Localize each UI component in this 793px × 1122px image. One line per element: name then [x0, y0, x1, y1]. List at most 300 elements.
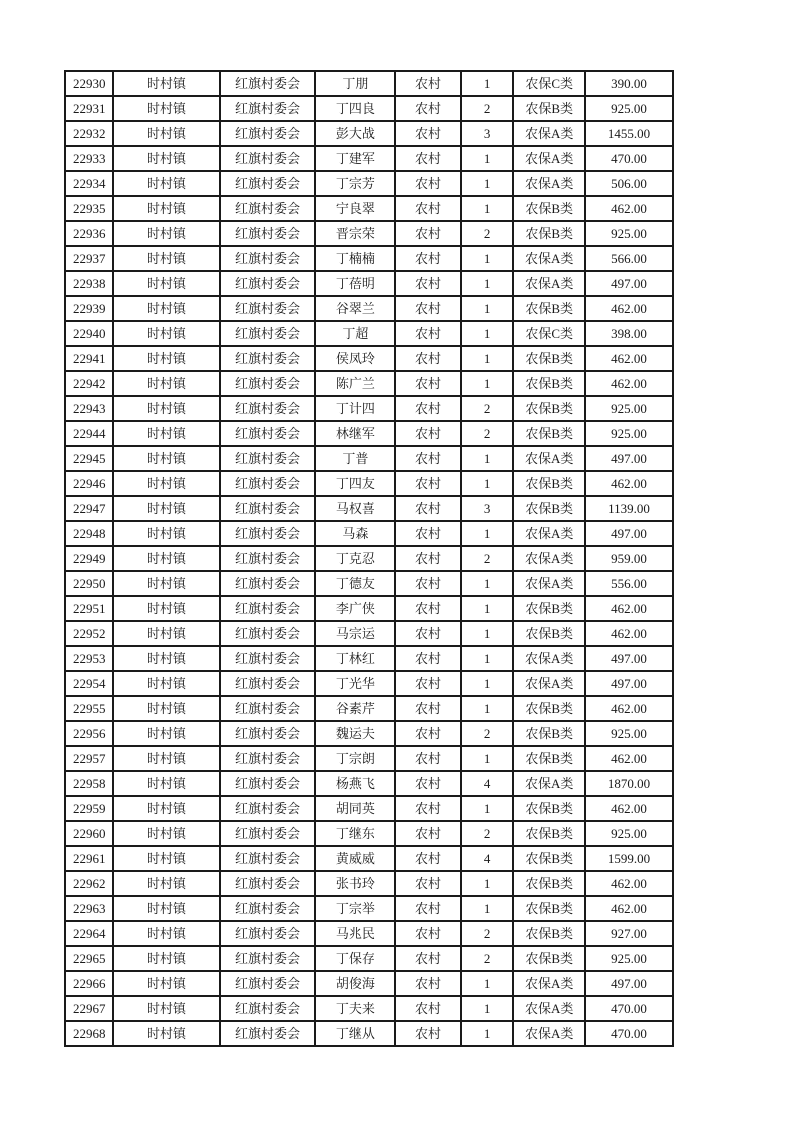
cell-person-count: 1 [461, 896, 514, 921]
cell-insurance-category: 农保A类 [513, 446, 585, 471]
cell-person-name: 林继军 [315, 421, 395, 446]
cell-town: 时村镇 [113, 321, 219, 346]
cell-person-count: 3 [461, 121, 514, 146]
cell-person-name: 陈广兰 [315, 371, 395, 396]
cell-record-id: 22963 [65, 896, 113, 921]
cell-amount: 497.00 [585, 446, 673, 471]
cell-residence-type: 农村 [395, 396, 461, 421]
cell-residence-type: 农村 [395, 696, 461, 721]
cell-town: 时村镇 [113, 721, 219, 746]
cell-person-name: 丁林红 [315, 646, 395, 671]
cell-village-committee: 红旗村委会 [220, 96, 316, 121]
cell-residence-type: 农村 [395, 196, 461, 221]
cell-residence-type: 农村 [395, 821, 461, 846]
table-row [65, 671, 673, 696]
cell-town: 时村镇 [113, 296, 219, 321]
cell-insurance-category: 农保B类 [513, 196, 585, 221]
table-row [65, 521, 673, 546]
cell-amount: 470.00 [585, 996, 673, 1021]
table-row [65, 871, 673, 896]
table-row [65, 796, 673, 821]
cell-residence-type: 农村 [395, 421, 461, 446]
cell-amount: 1455.00 [585, 121, 673, 146]
cell-person-name: 丁朋 [315, 71, 395, 96]
table-row [65, 1021, 673, 1046]
cell-residence-type: 农村 [395, 721, 461, 746]
cell-amount: 497.00 [585, 646, 673, 671]
cell-person-count: 2 [461, 421, 514, 446]
cell-amount: 497.00 [585, 671, 673, 696]
cell-amount: 925.00 [585, 821, 673, 846]
cell-amount: 925.00 [585, 946, 673, 971]
cell-village-committee: 红旗村委会 [220, 621, 316, 646]
cell-person-count: 2 [461, 546, 514, 571]
cell-record-id: 22956 [65, 721, 113, 746]
cell-person-name: 丁保存 [315, 946, 395, 971]
cell-record-id: 22967 [65, 996, 113, 1021]
cell-insurance-category: 农保A类 [513, 646, 585, 671]
cell-residence-type: 农村 [395, 346, 461, 371]
cell-person-count: 1 [461, 671, 514, 696]
cell-person-name: 丁夫来 [315, 996, 395, 1021]
cell-amount: 1870.00 [585, 771, 673, 796]
cell-residence-type: 农村 [395, 296, 461, 321]
cell-record-id: 22938 [65, 271, 113, 296]
cell-residence-type: 农村 [395, 896, 461, 921]
cell-record-id: 22944 [65, 421, 113, 446]
table-row [65, 221, 673, 246]
cell-person-count: 1 [461, 196, 514, 221]
table-row [65, 321, 673, 346]
cell-amount: 462.00 [585, 621, 673, 646]
cell-person-name: 马兆民 [315, 921, 395, 946]
cell-village-committee: 红旗村委会 [220, 246, 316, 271]
table-row [65, 721, 673, 746]
table-row [65, 896, 673, 921]
cell-village-committee: 红旗村委会 [220, 571, 316, 596]
cell-village-committee: 红旗村委会 [220, 846, 316, 871]
table-row [65, 696, 673, 721]
cell-record-id: 22941 [65, 346, 113, 371]
cell-person-count: 1 [461, 796, 514, 821]
cell-amount: 497.00 [585, 971, 673, 996]
table-row [65, 546, 673, 571]
cell-person-count: 1 [461, 271, 514, 296]
cell-town: 时村镇 [113, 571, 219, 596]
cell-town: 时村镇 [113, 996, 219, 1021]
cell-insurance-category: 农保A类 [513, 771, 585, 796]
cell-residence-type: 农村 [395, 646, 461, 671]
cell-town: 时村镇 [113, 121, 219, 146]
cell-person-name: 丁计四 [315, 396, 395, 421]
cell-person-count: 1 [461, 521, 514, 546]
cell-town: 时村镇 [113, 946, 219, 971]
cell-person-count: 1 [461, 146, 514, 171]
cell-town: 时村镇 [113, 921, 219, 946]
cell-person-count: 1 [461, 621, 514, 646]
cell-amount: 390.00 [585, 71, 673, 96]
cell-insurance-category: 农保B类 [513, 96, 585, 121]
cell-residence-type: 农村 [395, 546, 461, 571]
cell-town: 时村镇 [113, 1021, 219, 1046]
cell-amount: 1139.00 [585, 496, 673, 521]
cell-town: 时村镇 [113, 546, 219, 571]
cell-village-committee: 红旗村委会 [220, 321, 316, 346]
cell-insurance-category: 农保A类 [513, 246, 585, 271]
cell-town: 时村镇 [113, 421, 219, 446]
cell-insurance-category: 农保A类 [513, 571, 585, 596]
cell-record-id: 22933 [65, 146, 113, 171]
cell-town: 时村镇 [113, 221, 219, 246]
cell-record-id: 22934 [65, 171, 113, 196]
cell-amount: 925.00 [585, 96, 673, 121]
cell-record-id: 22943 [65, 396, 113, 421]
cell-residence-type: 农村 [395, 96, 461, 121]
cell-town: 时村镇 [113, 796, 219, 821]
cell-insurance-category: 农保B类 [513, 346, 585, 371]
cell-record-id: 22935 [65, 196, 113, 221]
cell-residence-type: 农村 [395, 121, 461, 146]
table-row [65, 846, 673, 871]
cell-insurance-category: 农保C类 [513, 71, 585, 96]
cell-person-count: 1 [461, 646, 514, 671]
cell-town: 时村镇 [113, 521, 219, 546]
cell-village-committee: 红旗村委会 [220, 396, 316, 421]
cell-residence-type: 农村 [395, 71, 461, 96]
table-row [65, 296, 673, 321]
cell-residence-type: 农村 [395, 796, 461, 821]
cell-record-id: 22930 [65, 71, 113, 96]
cell-residence-type: 农村 [395, 171, 461, 196]
cell-amount: 462.00 [585, 346, 673, 371]
cell-person-name: 丁德友 [315, 571, 395, 596]
table-row [65, 121, 673, 146]
cell-person-name: 侯凤玲 [315, 346, 395, 371]
cell-residence-type: 农村 [395, 946, 461, 971]
cell-town: 时村镇 [113, 846, 219, 871]
cell-amount: 927.00 [585, 921, 673, 946]
cell-residence-type: 农村 [395, 746, 461, 771]
cell-person-count: 2 [461, 96, 514, 121]
insurance-records-table [64, 70, 674, 1047]
cell-residence-type: 农村 [395, 671, 461, 696]
cell-person-name: 宁良翠 [315, 196, 395, 221]
cell-person-count: 1 [461, 321, 514, 346]
cell-residence-type: 农村 [395, 871, 461, 896]
table-row [65, 471, 673, 496]
cell-amount: 556.00 [585, 571, 673, 596]
cell-village-committee: 红旗村委会 [220, 896, 316, 921]
cell-insurance-category: 农保B类 [513, 846, 585, 871]
cell-town: 时村镇 [113, 196, 219, 221]
cell-amount: 925.00 [585, 721, 673, 746]
cell-town: 时村镇 [113, 471, 219, 496]
cell-record-id: 22947 [65, 496, 113, 521]
table-row [65, 71, 673, 96]
table-row [65, 246, 673, 271]
cell-person-count: 1 [461, 871, 514, 896]
cell-amount: 470.00 [585, 146, 673, 171]
cell-record-id: 22945 [65, 446, 113, 471]
cell-residence-type: 农村 [395, 1021, 461, 1046]
cell-person-name: 黄威威 [315, 846, 395, 871]
cell-village-committee: 红旗村委会 [220, 71, 316, 96]
cell-person-name: 谷素芹 [315, 696, 395, 721]
cell-town: 时村镇 [113, 446, 219, 471]
cell-village-committee: 红旗村委会 [220, 196, 316, 221]
cell-amount: 398.00 [585, 321, 673, 346]
cell-insurance-category: 农保B类 [513, 371, 585, 396]
cell-village-committee: 红旗村委会 [220, 721, 316, 746]
table-row [65, 921, 673, 946]
cell-town: 时村镇 [113, 821, 219, 846]
cell-record-id: 22950 [65, 571, 113, 596]
cell-record-id: 22966 [65, 971, 113, 996]
cell-person-count: 3 [461, 496, 514, 521]
cell-person-name: 丁宗举 [315, 896, 395, 921]
cell-residence-type: 农村 [395, 496, 461, 521]
table-row [65, 196, 673, 221]
table-row [65, 596, 673, 621]
cell-record-id: 22959 [65, 796, 113, 821]
cell-record-id: 22957 [65, 746, 113, 771]
cell-person-name: 丁建军 [315, 146, 395, 171]
cell-insurance-category: 农保B类 [513, 696, 585, 721]
cell-record-id: 22932 [65, 121, 113, 146]
cell-village-committee: 红旗村委会 [220, 546, 316, 571]
cell-record-id: 22964 [65, 921, 113, 946]
table-row [65, 346, 673, 371]
cell-record-id: 22942 [65, 371, 113, 396]
cell-village-committee: 红旗村委会 [220, 871, 316, 896]
cell-residence-type: 农村 [395, 471, 461, 496]
cell-town: 时村镇 [113, 871, 219, 896]
cell-record-id: 22955 [65, 696, 113, 721]
cell-record-id: 22968 [65, 1021, 113, 1046]
cell-residence-type: 农村 [395, 771, 461, 796]
cell-insurance-category: 农保B类 [513, 221, 585, 246]
cell-person-count: 2 [461, 946, 514, 971]
cell-insurance-category: 农保B类 [513, 871, 585, 896]
table-row [65, 771, 673, 796]
cell-village-committee: 红旗村委会 [220, 771, 316, 796]
cell-insurance-category: 农保B类 [513, 596, 585, 621]
cell-person-count: 2 [461, 221, 514, 246]
cell-amount: 925.00 [585, 421, 673, 446]
cell-amount: 462.00 [585, 371, 673, 396]
cell-person-name: 丁继从 [315, 1021, 395, 1046]
cell-person-name: 杨燕飞 [315, 771, 395, 796]
table-body [65, 71, 673, 1046]
cell-person-name: 马宗运 [315, 621, 395, 646]
cell-residence-type: 农村 [395, 571, 461, 596]
cell-village-committee: 红旗村委会 [220, 296, 316, 321]
cell-village-committee: 红旗村委会 [220, 796, 316, 821]
cell-record-id: 22948 [65, 521, 113, 546]
cell-town: 时村镇 [113, 746, 219, 771]
cell-person-name: 丁克忍 [315, 546, 395, 571]
cell-insurance-category: 农保B类 [513, 796, 585, 821]
cell-village-committee: 红旗村委会 [220, 446, 316, 471]
cell-village-committee: 红旗村委会 [220, 696, 316, 721]
cell-insurance-category: 农保B类 [513, 896, 585, 921]
cell-record-id: 22931 [65, 96, 113, 121]
cell-town: 时村镇 [113, 646, 219, 671]
cell-village-committee: 红旗村委会 [220, 596, 316, 621]
cell-amount: 506.00 [585, 171, 673, 196]
cell-insurance-category: 农保A类 [513, 521, 585, 546]
cell-town: 时村镇 [113, 771, 219, 796]
table-row [65, 146, 673, 171]
cell-person-count: 1 [461, 746, 514, 771]
cell-insurance-category: 农保A类 [513, 271, 585, 296]
cell-village-committee: 红旗村委会 [220, 946, 316, 971]
cell-village-committee: 红旗村委会 [220, 221, 316, 246]
table-row [65, 946, 673, 971]
cell-person-count: 1 [461, 371, 514, 396]
cell-person-name: 彭大战 [315, 121, 395, 146]
cell-insurance-category: 农保B类 [513, 421, 585, 446]
cell-person-count: 4 [461, 846, 514, 871]
cell-record-id: 22946 [65, 471, 113, 496]
cell-amount: 462.00 [585, 746, 673, 771]
cell-person-name: 马森 [315, 521, 395, 546]
table-row [65, 171, 673, 196]
cell-person-count: 4 [461, 771, 514, 796]
cell-village-committee: 红旗村委会 [220, 346, 316, 371]
cell-town: 时村镇 [113, 971, 219, 996]
cell-record-id: 22953 [65, 646, 113, 671]
cell-insurance-category: 农保A类 [513, 121, 585, 146]
cell-amount: 959.00 [585, 546, 673, 571]
cell-record-id: 22939 [65, 296, 113, 321]
cell-residence-type: 农村 [395, 971, 461, 996]
cell-insurance-category: 农保B类 [513, 396, 585, 421]
cell-town: 时村镇 [113, 896, 219, 921]
cell-insurance-category: 农保B类 [513, 296, 585, 321]
cell-person-name: 胡俊海 [315, 971, 395, 996]
cell-amount: 462.00 [585, 796, 673, 821]
cell-person-count: 1 [461, 596, 514, 621]
cell-person-name: 丁超 [315, 321, 395, 346]
cell-insurance-category: 农保A类 [513, 546, 585, 571]
cell-insurance-category: 农保B类 [513, 746, 585, 771]
cell-insurance-category: 农保B类 [513, 821, 585, 846]
cell-record-id: 22937 [65, 246, 113, 271]
cell-village-committee: 红旗村委会 [220, 171, 316, 196]
cell-amount: 1599.00 [585, 846, 673, 871]
cell-residence-type: 农村 [395, 446, 461, 471]
cell-person-count: 2 [461, 721, 514, 746]
cell-village-committee: 红旗村委会 [220, 421, 316, 446]
cell-person-count: 1 [461, 171, 514, 196]
cell-residence-type: 农村 [395, 846, 461, 871]
cell-insurance-category: 农保A类 [513, 171, 585, 196]
cell-town: 时村镇 [113, 71, 219, 96]
cell-person-count: 1 [461, 446, 514, 471]
cell-town: 时村镇 [113, 371, 219, 396]
cell-person-name: 张书玲 [315, 871, 395, 896]
cell-town: 时村镇 [113, 246, 219, 271]
table-row [65, 446, 673, 471]
cell-record-id: 22958 [65, 771, 113, 796]
cell-record-id: 22960 [65, 821, 113, 846]
cell-person-count: 1 [461, 971, 514, 996]
cell-residence-type: 农村 [395, 271, 461, 296]
table-row [65, 571, 673, 596]
cell-residence-type: 农村 [395, 371, 461, 396]
cell-person-count: 1 [461, 571, 514, 596]
cell-residence-type: 农村 [395, 146, 461, 171]
cell-insurance-category: 农保B类 [513, 946, 585, 971]
table-row [65, 271, 673, 296]
cell-person-name: 丁楠楠 [315, 246, 395, 271]
cell-village-committee: 红旗村委会 [220, 921, 316, 946]
cell-insurance-category: 农保B类 [513, 621, 585, 646]
cell-record-id: 22962 [65, 871, 113, 896]
table-row [65, 971, 673, 996]
cell-residence-type: 农村 [395, 321, 461, 346]
cell-person-name: 丁继东 [315, 821, 395, 846]
cell-insurance-category: 农保A类 [513, 996, 585, 1021]
cell-person-count: 2 [461, 396, 514, 421]
cell-village-committee: 红旗村委会 [220, 671, 316, 696]
cell-amount: 462.00 [585, 696, 673, 721]
cell-person-name: 丁普 [315, 446, 395, 471]
cell-person-name: 胡同英 [315, 796, 395, 821]
cell-town: 时村镇 [113, 271, 219, 296]
cell-person-name: 丁蓓明 [315, 271, 395, 296]
table-row [65, 621, 673, 646]
cell-person-count: 2 [461, 821, 514, 846]
cell-amount: 497.00 [585, 521, 673, 546]
cell-person-name: 丁宗芳 [315, 171, 395, 196]
cell-insurance-category: 农保B类 [513, 721, 585, 746]
cell-town: 时村镇 [113, 146, 219, 171]
cell-village-committee: 红旗村委会 [220, 996, 316, 1021]
cell-residence-type: 农村 [395, 596, 461, 621]
cell-person-name: 丁四友 [315, 471, 395, 496]
cell-person-name: 魏运夫 [315, 721, 395, 746]
cell-village-committee: 红旗村委会 [220, 971, 316, 996]
cell-insurance-category: 农保B类 [513, 921, 585, 946]
cell-residence-type: 农村 [395, 921, 461, 946]
cell-village-committee: 红旗村委会 [220, 1021, 316, 1046]
cell-village-committee: 红旗村委会 [220, 646, 316, 671]
cell-village-committee: 红旗村委会 [220, 821, 316, 846]
table-row [65, 996, 673, 1021]
cell-town: 时村镇 [113, 346, 219, 371]
cell-amount: 470.00 [585, 1021, 673, 1046]
cell-village-committee: 红旗村委会 [220, 371, 316, 396]
cell-person-count: 1 [461, 996, 514, 1021]
cell-residence-type: 农村 [395, 621, 461, 646]
cell-person-name: 谷翠兰 [315, 296, 395, 321]
cell-village-committee: 红旗村委会 [220, 121, 316, 146]
cell-residence-type: 农村 [395, 246, 461, 271]
cell-insurance-category: 农保A类 [513, 1021, 585, 1046]
cell-person-name: 马权喜 [315, 496, 395, 521]
cell-person-count: 1 [461, 246, 514, 271]
cell-amount: 462.00 [585, 196, 673, 221]
cell-amount: 462.00 [585, 596, 673, 621]
cell-town: 时村镇 [113, 696, 219, 721]
table-row [65, 746, 673, 771]
cell-person-count: 1 [461, 696, 514, 721]
cell-amount: 462.00 [585, 896, 673, 921]
cell-town: 时村镇 [113, 396, 219, 421]
cell-person-count: 2 [461, 921, 514, 946]
